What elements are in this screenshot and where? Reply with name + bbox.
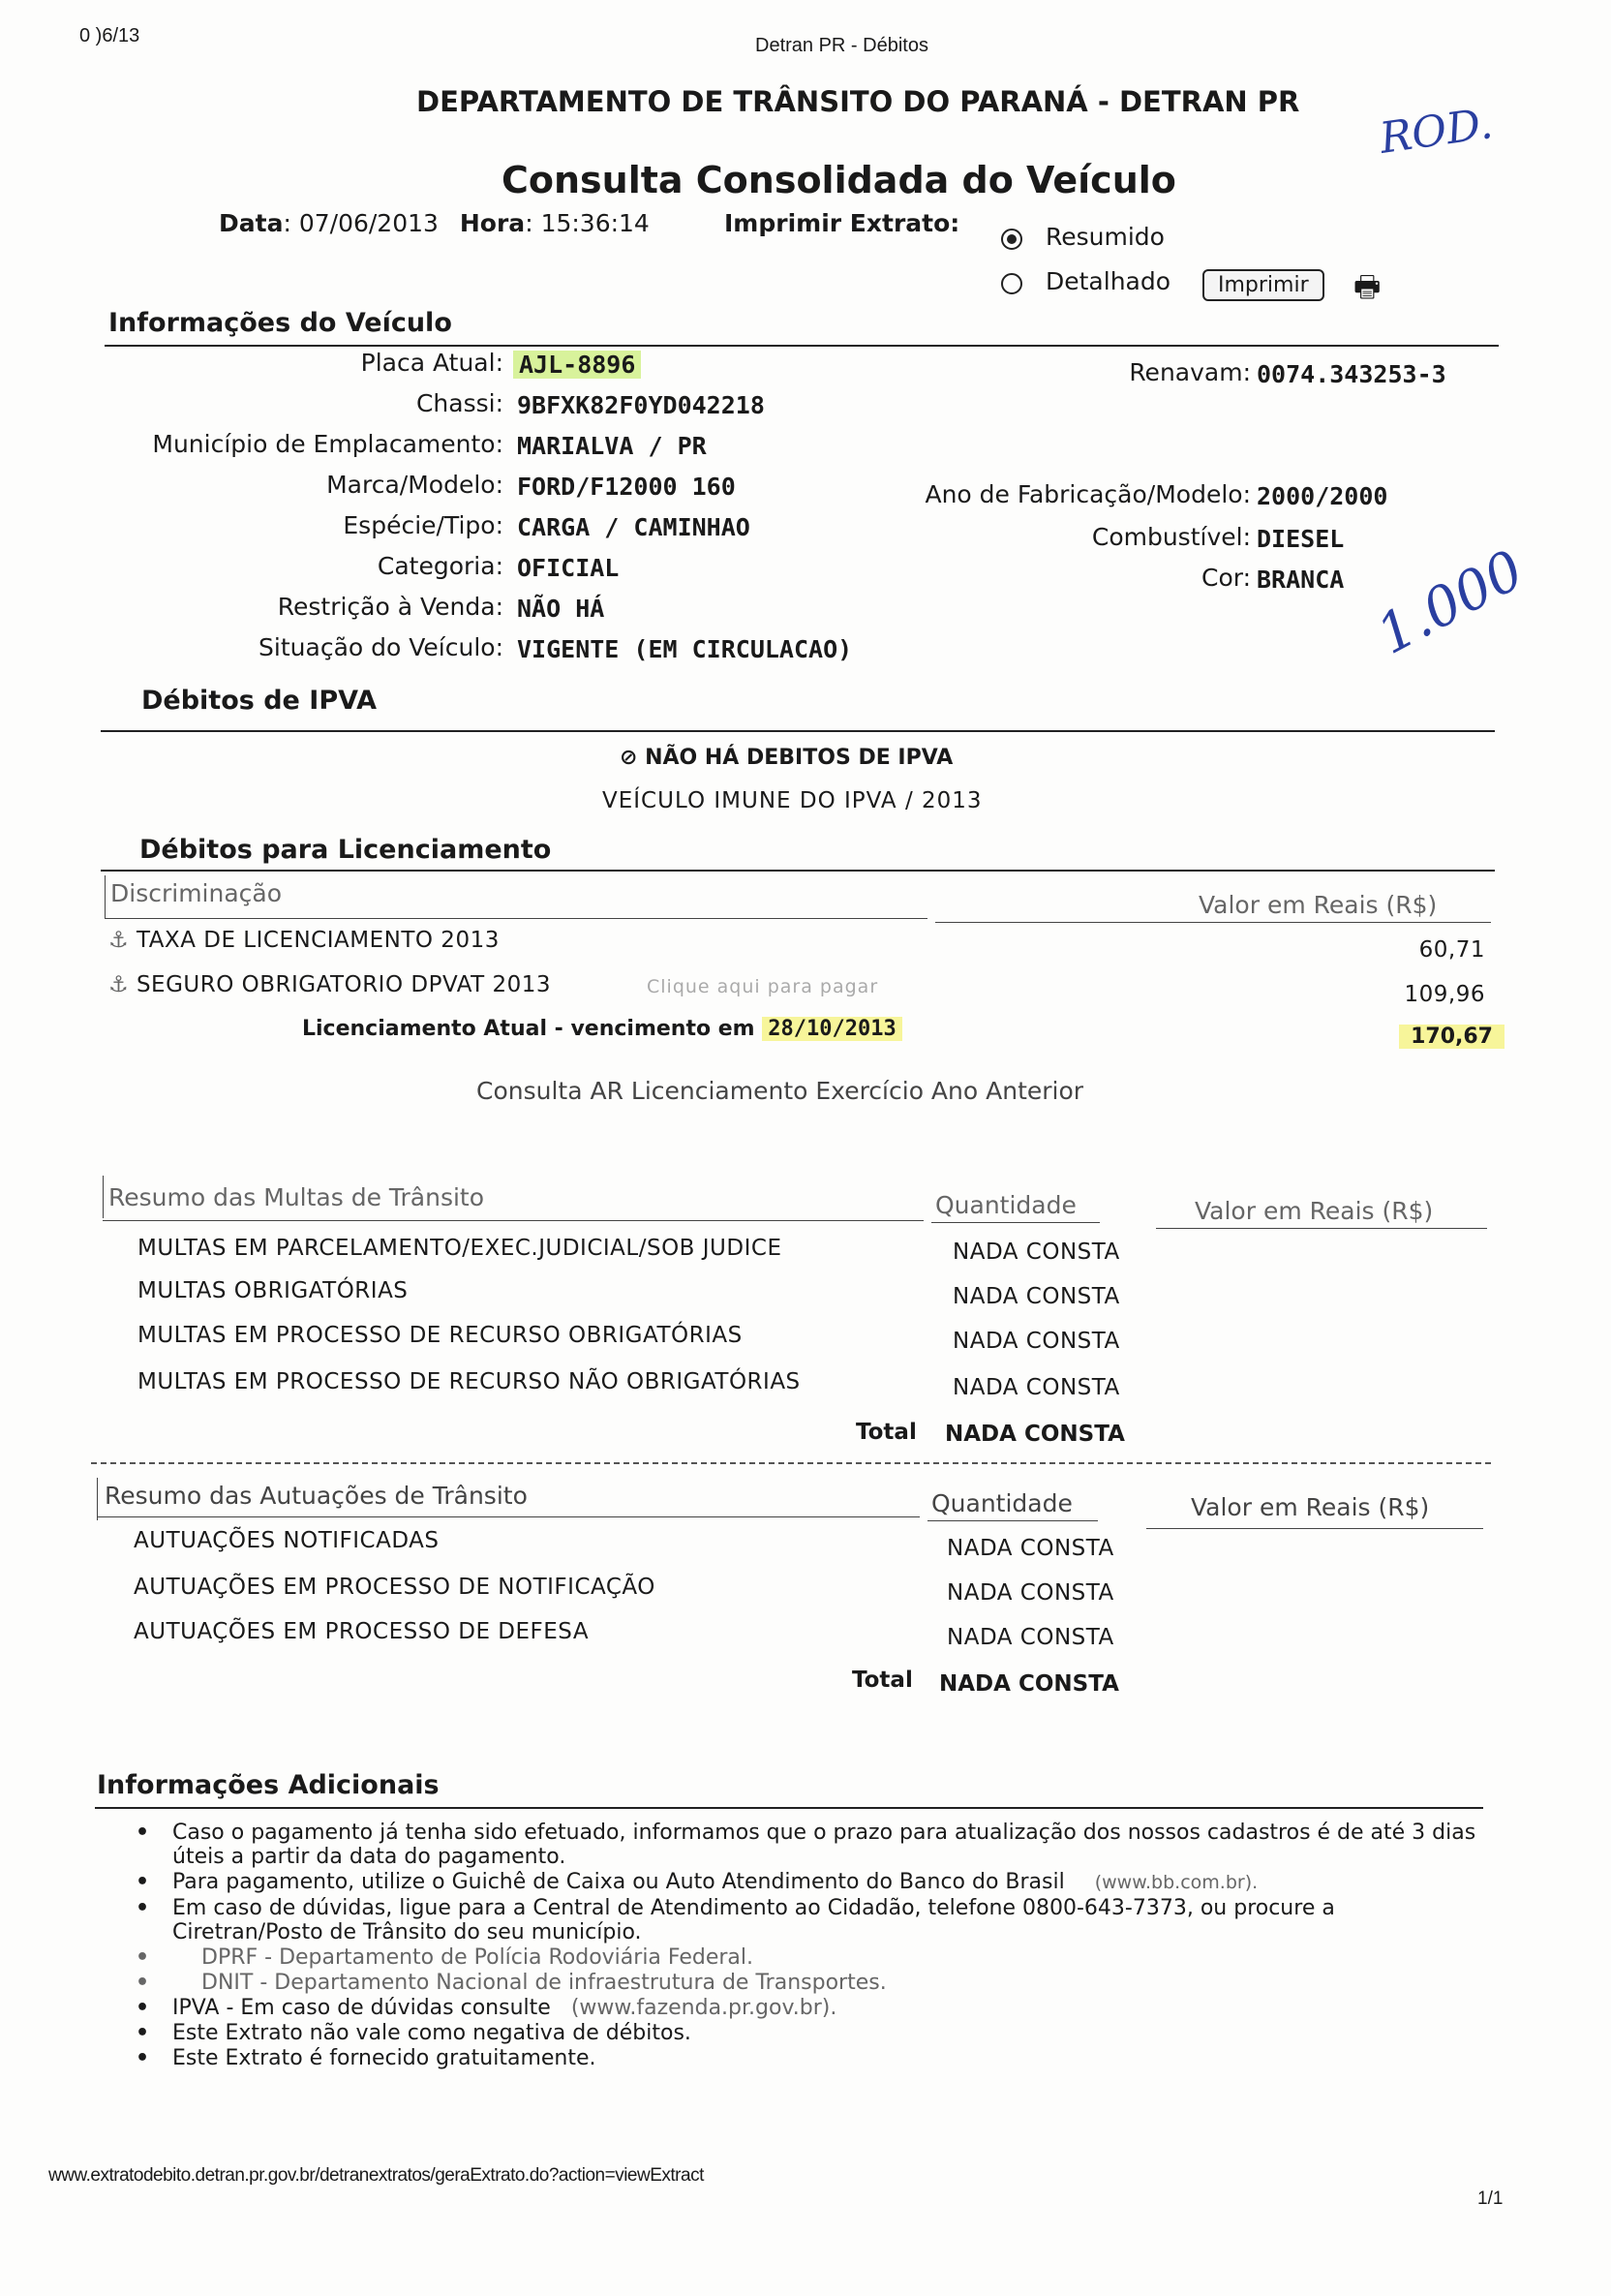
page-title: Consulta Consolidada do Veículo bbox=[502, 159, 1176, 201]
autuacoes-row-2: AUTUAÇÕES EM PROCESSO DE DEFESA bbox=[134, 1619, 590, 1644]
multas-title: Resumo das Multas de Trânsito bbox=[108, 1183, 485, 1211]
multas-row-1: MULTAS OBRIGATÓRIAS bbox=[137, 1278, 409, 1303]
multas-col-qty: Quantidade bbox=[935, 1191, 1077, 1219]
licenciamento-section-title: Débitos para Licenciamento bbox=[139, 835, 552, 865]
info-item-0: • Caso o pagamento já tenha sido efetuado, informamos que o prazo para atualização dos nossos cadastros é de até 3 dias úteis a partir da data do pagamento. bbox=[136, 1821, 1481, 1869]
multas-qty-2: NADA CONSTA bbox=[953, 1329, 1120, 1354]
date-line: Data: 07/06/2013 Hora: 15:36:14 bbox=[219, 209, 650, 237]
chassi-value: 9BFXK82F0YD042218 bbox=[517, 391, 765, 419]
autuacoes-qty-1: NADA CONSTA bbox=[947, 1580, 1114, 1606]
cor-label: Cor: bbox=[1201, 564, 1251, 592]
info-list bbox=[136, 1821, 1481, 2071]
combustivel-value: DIESEL bbox=[1257, 525, 1345, 553]
lic-total-value: 170,67 bbox=[1399, 1025, 1505, 1049]
ipva-section-title: Débitos de IPVA bbox=[141, 686, 378, 716]
previous-year-link[interactable]: Consulta AR Licenciamento Exercício Ano Anterior bbox=[476, 1077, 1084, 1105]
lic-value-1: 109,96 bbox=[1404, 982, 1485, 1007]
combustivel-label: Combustível: bbox=[1091, 523, 1251, 551]
col-discriminacao: Discriminação bbox=[110, 879, 283, 907]
lic-item-0: ⚓ TAXA DE LICENCIAMENTO 2013 bbox=[108, 928, 500, 953]
autuacoes-col-value: Valor em Reais (R$) bbox=[1191, 1493, 1430, 1521]
no-debt-icon: ⊘ bbox=[620, 746, 646, 770]
print-button[interactable]: Imprimir bbox=[1202, 269, 1324, 301]
radio-detalhado[interactable] bbox=[1001, 273, 1022, 294]
vehicle-section-title: Informações do Veículo bbox=[108, 308, 452, 338]
vehicle-label-2: Município de Emplacamento: bbox=[152, 430, 503, 458]
lic-total-line: Licenciamento Atual - vencimento em 28/10/2013 bbox=[302, 1017, 902, 1041]
printer-icon[interactable]: 🖶 bbox=[1353, 270, 1382, 304]
info-section-title: Informações Adicionais bbox=[97, 1770, 440, 1800]
info-icon: ⚓ bbox=[108, 928, 137, 953]
marca-value: FORD/F12000 160 bbox=[517, 473, 736, 501]
vehicle-label-0: Placa Atual: bbox=[360, 349, 503, 377]
autuacoes-total-label: Total bbox=[852, 1668, 913, 1693]
municipio-value: MARIALVA / PR bbox=[517, 432, 707, 460]
autuacoes-qty-2: NADA CONSTA bbox=[947, 1625, 1114, 1650]
autuacoes-row-1: AUTUAÇÕES EM PROCESSO DE NOTIFICAÇÃO bbox=[134, 1575, 655, 1600]
footer-page: 1/1 bbox=[1477, 2189, 1504, 2209]
radio-resumido[interactable] bbox=[1001, 229, 1022, 250]
ano-value: 2000/2000 bbox=[1257, 482, 1388, 510]
categoria-value: OFICIAL bbox=[517, 554, 620, 582]
renavam-label: Renavam: bbox=[1129, 358, 1251, 386]
situacao-value: VIGENTE (EM CIRCULACAO) bbox=[517, 635, 853, 663]
handwritten-note-side: 1.000 bbox=[1367, 538, 1535, 667]
multas-total-label: Total bbox=[856, 1420, 917, 1445]
cor-value: BRANCA bbox=[1257, 566, 1345, 594]
autuacoes-total-value: NADA CONSTA bbox=[939, 1671, 1119, 1697]
footer-url: www.extratodebito.detran.pr.gov.br/detranextratos/geraExtrato.do?action=viewExtract bbox=[48, 2165, 704, 2186]
info-item-1: • Para pagamento, utilize o Guichê de Caixa ou Auto Atendimento do Banco do Brasil (www.bb.com.br). bbox=[136, 1870, 1481, 1895]
department-title: DEPARTAMENTO DE TRÂNSITO DO PARANÁ - DETRAN PR bbox=[416, 85, 1300, 118]
info-icon: ⚓ bbox=[108, 972, 137, 997]
fazenda-link[interactable]: (www.fazenda.pr.gov.br). bbox=[570, 1996, 837, 2020]
radio-resumido-label: Resumido bbox=[1046, 223, 1165, 251]
vehicle-label-7: Situação do Veículo: bbox=[258, 633, 503, 661]
info-item-2: • Em caso de dúvidas, ligue para a Central de Atendimento ao Cidadão, telefone 0800-643-7373, ou procure a Ciretran/Posto de Trânsito do seu município. bbox=[136, 1896, 1481, 1944]
handwritten-note-top: ROD. bbox=[1377, 99, 1496, 164]
info-item-5: • IPVA - Em caso de dúvidas consulte (www.fazenda.pr.gov.br). bbox=[136, 1996, 1481, 2020]
autuacoes-title: Resumo das Autuações de Trânsito bbox=[105, 1482, 528, 1510]
multas-qty-0: NADA CONSTA bbox=[953, 1240, 1120, 1265]
ano-label: Ano de Fabricação/Modelo: bbox=[925, 480, 1251, 508]
info-item-7: • Este Extrato é fornecido gratuitamente. bbox=[136, 2046, 1481, 2070]
date-value: 07/06/2013 bbox=[298, 209, 439, 237]
multas-row-2: MULTAS EM PROCESSO DE RECURSO OBRIGATÓRIAS bbox=[137, 1323, 743, 1348]
col-valor: Valor em Reais (R$) bbox=[1199, 891, 1438, 919]
autuacoes-row-0: AUTUAÇÕES NOTIFICADAS bbox=[134, 1528, 440, 1553]
lic-value-0: 60,71 bbox=[1418, 937, 1485, 963]
especie-value: CARGA / CAMINHAO bbox=[517, 513, 750, 541]
info-item-3: • DPRF - Departamento de Polícia Rodoviária Federal. bbox=[136, 1945, 1481, 1970]
bb-link[interactable]: (www.bb.com.br). bbox=[1094, 1872, 1259, 1893]
info-item-6: • Este Extrato não vale como negativa de débitos. bbox=[136, 2021, 1481, 2045]
restricao-value: NÃO HÁ bbox=[517, 595, 605, 623]
time-value: 15:36:14 bbox=[540, 209, 650, 237]
multas-qty-3: NADA CONSTA bbox=[953, 1375, 1120, 1400]
info-item-4: • DNIT - Departamento Nacional de infraestrutura de Transportes. bbox=[136, 1971, 1481, 1995]
pay-link[interactable]: Clique aqui para pagar bbox=[647, 976, 879, 997]
vehicle-label-5: Categoria: bbox=[377, 552, 503, 580]
dashed-divider bbox=[91, 1462, 1491, 1464]
autuacoes-col-qty: Quantidade bbox=[931, 1489, 1073, 1517]
vehicle-label-6: Restrição à Venda: bbox=[277, 593, 503, 621]
multas-row-3: MULTAS EM PROCESSO DE RECURSO NÃO OBRIGATÓRIAS bbox=[137, 1369, 801, 1394]
print-title: Detran PR - Débitos bbox=[755, 35, 928, 56]
print-extract-label: Imprimir Extrato: bbox=[724, 209, 960, 237]
vehicle-label-4: Espécie/Tipo: bbox=[343, 511, 503, 539]
date-label: Data bbox=[219, 209, 284, 237]
vehicle-label-1: Chassi: bbox=[415, 389, 503, 417]
autuacoes-qty-0: NADA CONSTA bbox=[947, 1536, 1114, 1561]
multas-qty-1: NADA CONSTA bbox=[953, 1284, 1120, 1309]
radio-detalhado-label: Detalhado bbox=[1046, 267, 1171, 295]
renavam-value: 0074.343253-3 bbox=[1257, 360, 1446, 388]
multas-col-value: Valor em Reais (R$) bbox=[1195, 1197, 1434, 1225]
multas-row-0: MULTAS EM PARCELAMENTO/EXEC.JUDICIAL/SOB JUDICE bbox=[137, 1236, 782, 1261]
vehicle-label-3: Marca/Modelo: bbox=[326, 471, 503, 499]
ipva-note: VEÍCULO IMUNE DO IPVA / 2013 bbox=[602, 788, 983, 813]
print-date: 0 )6/13 bbox=[79, 25, 140, 46]
plate-value: AJL-8896 bbox=[513, 351, 641, 379]
multas-total-value: NADA CONSTA bbox=[945, 1422, 1125, 1447]
ipva-status: ⊘ NÃO HÁ DEBITOS DE IPVA bbox=[620, 746, 954, 770]
due-date: 28/10/2013 bbox=[762, 1017, 901, 1041]
lic-item-1: ⚓ SEGURO OBRIGATORIO DPVAT 2013 bbox=[108, 972, 552, 997]
time-label: Hora bbox=[459, 209, 526, 237]
